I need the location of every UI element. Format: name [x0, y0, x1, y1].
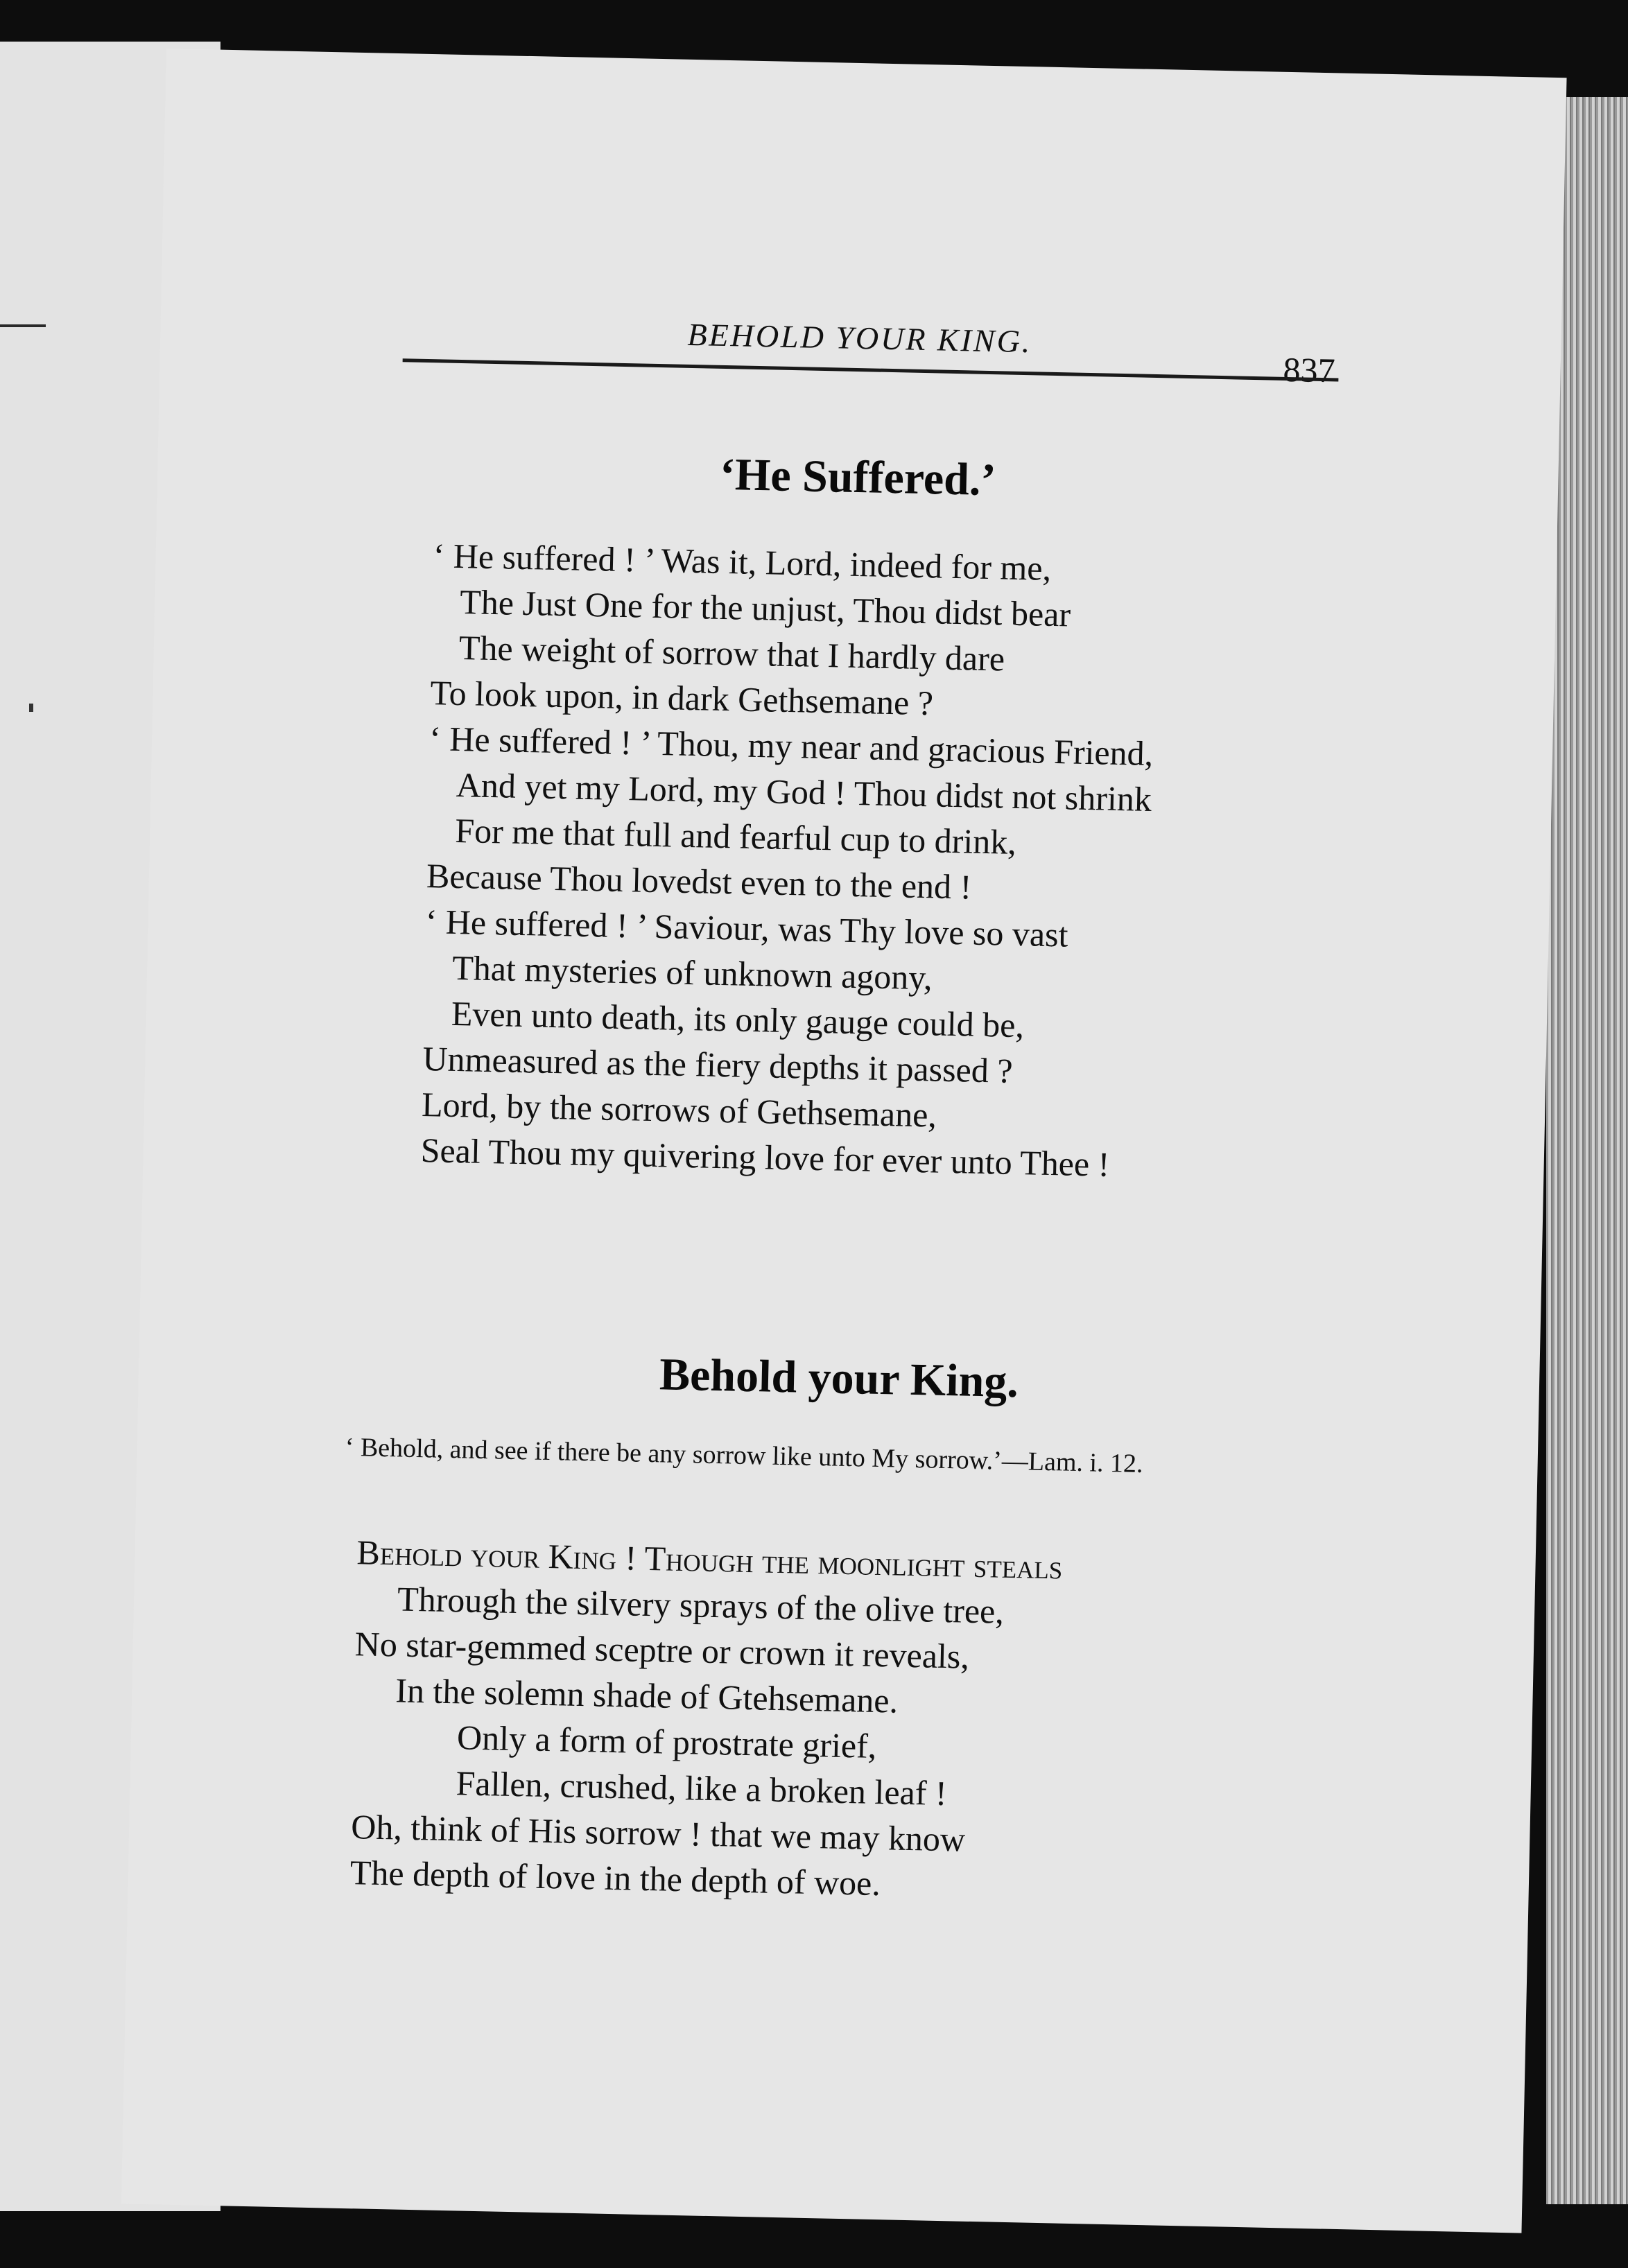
poem-line: No star-gemmed sceptre or crown it reveals,: [354, 1624, 970, 1676]
poem-line: Unmeasured as the fiery depths it passed ?: [422, 1039, 1014, 1090]
poem-line: In the solemn shade of Gtehsemane.: [395, 1671, 899, 1720]
page-number: 837: [1283, 349, 1336, 390]
facing-page-mark: [29, 704, 33, 712]
poem-line: For me that full and fearful cup to drink,: [454, 810, 1017, 862]
poem-line: The weight of sorrow that I hardly dare: [458, 628, 1005, 679]
poem-line: Even unto death, its only gauge could be,: [451, 993, 1025, 1045]
poem-line: ‘ He suffered ! ’ Thou, my near and gracious Friend,: [428, 719, 1154, 774]
poem-title-behold-your-king: Behold your King.: [659, 1349, 1019, 1408]
poem-line: Lord, by the sorrows of Gethsemane,: [421, 1085, 937, 1135]
poem-line: Only a form of prostrate grief,: [456, 1718, 877, 1765]
poem-line: Oh, think of His sorrow ! that we may know: [350, 1807, 966, 1859]
book-page: [121, 49, 1567, 2233]
epigraph: ‘ Behold, and see if there be any sorrow like unto My sorrow.’—Lam. i. 12.: [345, 1432, 1143, 1478]
poem-line: The Just One for the unjust, Thou didst bear: [459, 582, 1071, 634]
poem-line: Seal Thou my quivering love for ever unto Thee !: [420, 1131, 1110, 1184]
poem-line: To look upon, in dark Gethsemane ?: [430, 673, 934, 723]
poem-line: That mysteries of unknown agony,: [451, 948, 933, 997]
running-head: BEHOLD YOUR KING.: [686, 316, 1032, 360]
poem-line: Because Thou lovedst even to the end !: [426, 856, 972, 907]
poem-line: ‘ He suffered ! ’ Saviour, was Thy love so vast: [425, 902, 1069, 954]
poem-line: ‘ He suffered ! ’ Was it, Lord, indeed for me,: [433, 536, 1052, 588]
poem-line: Through the silvery sprays of the olive tree,: [397, 1579, 1005, 1631]
poem-line: Behold your King ! Though the moonlight steals: [356, 1533, 1063, 1587]
facing-page-rule: [0, 324, 46, 327]
poem-line: The depth of love in the depth of woe.: [349, 1853, 881, 1903]
poem-title-he-suffered: ‘He Suffered.’: [719, 448, 997, 506]
poem-line: Fallen, crushed, like a broken leaf !: [456, 1763, 948, 1813]
poem-line: And yet my Lord, my God ! Thou didst not shrink: [456, 765, 1152, 819]
